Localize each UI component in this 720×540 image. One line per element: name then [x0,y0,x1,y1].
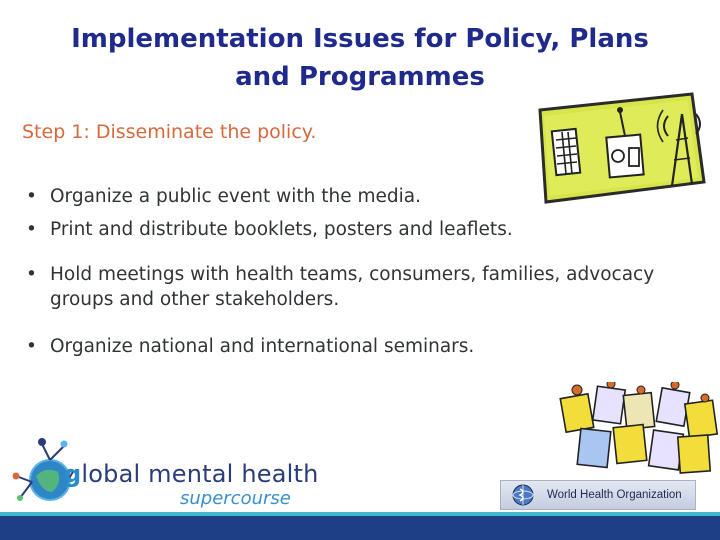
who-label: World Health Organization [547,489,682,501]
people-reading-clipart-icon [555,382,720,482]
bullet-item [22,334,662,359]
logo-main-text: global mental health [64,460,319,488]
title-line-1: Implementation Issues for Policy, Plans [71,24,649,54]
logo-sub-text: supercourse [180,488,291,509]
bullet-dot: • [26,186,37,207]
bullet-dot: • [26,264,37,285]
slide-title [40,20,680,96]
bullet-item [22,217,662,242]
bullet-item [22,262,662,312]
bullet-list [22,184,662,359]
bullet-dot: • [26,219,37,240]
who-badge [500,480,696,510]
bullet-text: Hold meetings with health teams, consumers, families, advocacy groups and other stakeholders. [50,264,655,310]
bullet-dot: • [26,336,37,357]
step-heading: Step 1: Disseminate the policy. [22,121,317,143]
title-line-2: and Programmes [235,62,485,92]
bullet-text: Organize a public event with the media. [50,186,421,207]
bullet-text: Print and distribute booklets, posters and leaflets. [50,219,513,240]
bullet-text: Organize national and international seminars. [50,336,475,357]
footer-band-dark [0,516,720,540]
media-clipart-icon [532,90,708,206]
who-emblem-icon [511,483,535,507]
supercourse-logo [12,436,332,512]
